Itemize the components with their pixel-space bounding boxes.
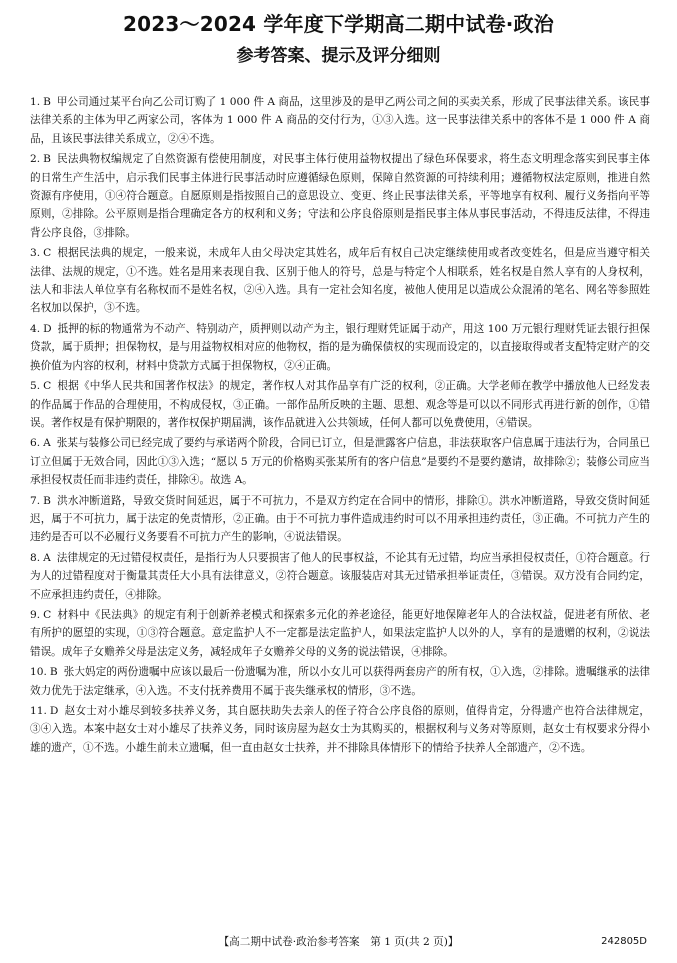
item-explanation: 材料中《民法典》的规定有利于创新养老模式和探索多元化的养老途径，能更好地保障老年人的合法权益，促进老有所依、老有所护的愿望的实现，①③符合题意。意定监护人不一定都是法定监护人，如果法定监护人以外的人，享有的是遗赠的权利，②说法错误。成年子女赡养父母是法定义务，减轻成年子女赡养父母的义务的说法错误，④排除。 xyxy=(30,608,650,658)
answer-item xyxy=(30,93,650,148)
item-answer: B xyxy=(43,153,51,166)
item-explanation: 张大妈定的两份遗嘱中应该以最后一份遗嘱为准，所以小女儿可以获得两套房产的所有权，①入选，②排除。遗嘱继承的法律效力优先于法定继承，④入选。不支付抚养费用不属于丧失继承权的情形，③不选。 xyxy=(30,666,650,697)
page-title: 2023～2024 学年度下学期高二期中试卷·政治 xyxy=(123,12,554,36)
item-answer: C xyxy=(43,380,52,393)
item-number: 5. xyxy=(30,380,41,393)
item-answer: C xyxy=(43,608,52,621)
item-explanation: 根据民法典的规定，一般来说，未成年人由父母决定其姓名，成年后有权自己决定继续使用或者改变姓名，但是应当遵守相关法律、法规的规定，①不选。姓名是用来表现自我、区别于他人的符号，总是与特定个人相联系，姓名权是自然人享有的人身权利，法人和非法人单位享有名称权而不是姓名权，②④入选。具有一定社会知名度，被他人使用足以造成公众混淆的笔名、网名等参照姓名权加以保护，③不选。 xyxy=(30,247,650,315)
item-answer: B xyxy=(49,666,58,679)
item-number: 4. xyxy=(30,322,41,335)
item-number: 11. xyxy=(30,705,47,717)
item-explanation: 民法典物权编规定了自然资源有偿使用制度，对民事主体行使用益物权提出了绿色环保要求，将生态文明理念落实到民事主体的日常生产生活中，启示我们民事主体进行民事活动时应遵循绿色原则，保障自然资源的可持续利用；遵循物权法定原则，推进自然资源有序使用，①④符合题意。自愿原则是指按照自己的意思设立、变更、终止民事法律关系，平等地享有权利、履行义务指向平等原则，②排除。公平原则是指合理确定各方的权利和义务；守法和公序良俗原则是指民事主体从事民事活动，不得违反法律，不得违背公序良俗，③排除。 xyxy=(30,153,650,239)
item-answer: D xyxy=(49,705,59,717)
item-answer: A xyxy=(43,437,51,450)
item-number: 8. xyxy=(30,551,41,564)
item-number: 2. xyxy=(30,153,41,166)
item-number: 10. xyxy=(30,666,47,679)
item-number: 7. xyxy=(30,494,41,507)
item-number: 1. xyxy=(30,96,41,108)
item-answer: B xyxy=(43,96,51,108)
answer-item xyxy=(30,492,650,547)
item-explanation: 张某与装修公司已经完成了要约与承诺两个阶段，合同已订立，但是泄露客户信息，非法获取客户信息属于违法行为，合同虽已订立但属于无效合同，因此①③入选；“愿以 5 万元的价格购买张某所有的客户信息”是要约不是要约邀请，故排除②；装修公司应当承担侵权责任而非违约责任，排除④。故选 A。 xyxy=(30,437,651,487)
answer-item xyxy=(30,244,650,318)
item-number: 6. xyxy=(30,437,41,450)
item-answer: D xyxy=(43,322,52,335)
answer-item xyxy=(30,702,650,757)
page-subtitle: 参考答案、提示及评分细则 xyxy=(236,46,441,66)
item-explanation: 抵押的标的物通常为不动产、特别动产，质押则以动产为主，银行理财凭证属于动产，用这 100 万元银行理财凭证去银行担保贷款，属于质押；担保物权，是与用益物权相对应的他物权，指的是为确保债权的实现而设定的，以直接取得或者支配特定财产的交换价值为内容的权利，材料中贷款方式属于担保物权，②④正确。 xyxy=(30,322,650,372)
answer-item xyxy=(30,663,650,700)
answer-item xyxy=(30,150,650,242)
item-explanation: 甲公司通过某平台向乙公司订购了 1 000 件 A 商品，这里涉及的是甲乙两公司之间的买卖关系，形成了民事法律关系。该民事法律关系的主体为甲乙两家公司，客体为 1 000 件 A 商品的交付行为，①③入选。这一民事法律关系中的客体不是 1 000 件 A 商品，且该民事法律关系成立，②④不选。 xyxy=(30,96,650,145)
item-explanation: 赵女士对小雄尽到较多扶养义务，其自愿扶助失去亲人的侄子符合公序良俗的原则，值得肯定，分得遗产也符合法律规定，③④入选。本案中赵女士对小雄尽了扶养义务，同时该房屋为赵女士为其购买的，根据权利与义务对等原则，赵女士有权要求分得小雄的遗产，①不选。小雄生前未立遗嘱，但一直由赵女士扶养，并不排除具体情形下的情给予扶养人全部遗产，②不选。 xyxy=(30,705,650,754)
answer-item xyxy=(30,549,650,604)
footer-page-info: 【高二期中试卷·政治参考答案 第 1 页(共 2 页)】 xyxy=(218,936,459,948)
item-explanation: 洪水冲断道路，导致交货时间延迟，属于不可抗力，不是双方约定在合同中的情形，排除①。洪水冲断道路，导致交货时间延迟，属于不可抗力，属于法定的免责情形，②正确。由于不可抗力事件造成违约时可以不用承担违约责任，③正确。不可抗力产生的违约是否可以不必履行义务要看不可抗力产生的影响，④说法错误。 xyxy=(30,494,650,544)
item-explanation: 根据《中华人民共和国著作权法》的规定，著作权人对其作品享有广泛的权利，②正确。大学老师在教学中播放他人已经发表的作品属于作品的合理使用，不构成侵权，③正确。一部作品所反映的主题、思想、观念等是可以以不同形式再进行新的创作，①错误。著作权是有保护期限的，著作权保护期届满，该作品就进入公共领域，任何人都可以免费使用，④错误。 xyxy=(30,380,650,429)
item-number: 9. xyxy=(30,608,41,621)
item-explanation: 法律规定的无过错侵权责任，是指行为人只要损害了他人的民事权益，不论其有无过错，均应当承担侵权责任，①符合题意。行为人的过错程度对于衡量其责任大小具有法律意义，②符合题意。该服装店对其无过错承担举证责任，③错误。双方没有合同约定，不应承担违约责任，④排除。 xyxy=(30,551,651,601)
item-answer: A xyxy=(43,551,51,564)
item-number: 3. xyxy=(30,247,41,260)
item-answer: C xyxy=(43,247,52,260)
answer-item xyxy=(30,434,650,489)
item-answer: B xyxy=(43,494,51,507)
answer-item xyxy=(30,377,650,432)
answer-list xyxy=(30,93,650,759)
answer-item xyxy=(30,606,650,661)
footer-code: 242805D xyxy=(601,936,647,947)
answer-item xyxy=(30,320,650,375)
